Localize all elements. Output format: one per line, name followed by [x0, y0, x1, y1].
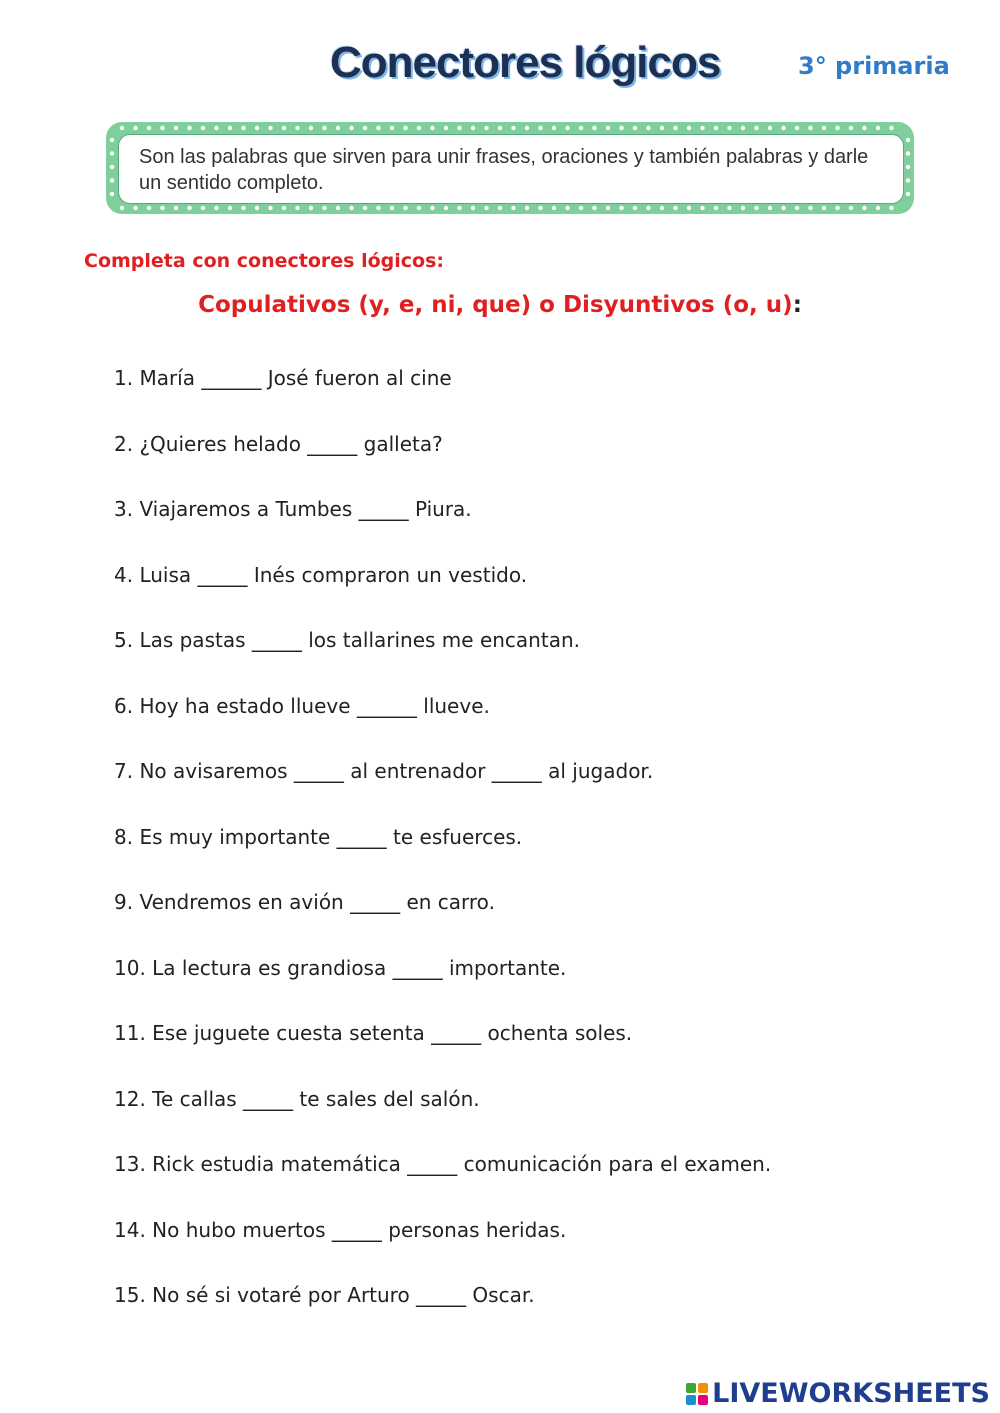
border-dot: [619, 126, 623, 130]
border-dot: [862, 206, 866, 210]
border-dot: [660, 206, 664, 210]
border-dot: [646, 206, 650, 210]
border-dot: [673, 206, 677, 210]
border-dot: [889, 126, 893, 130]
logo-square-blue: [686, 1395, 696, 1405]
border-dot: [110, 151, 114, 155]
border-dot: [835, 206, 839, 210]
border-dot: [906, 192, 910, 196]
border-dot: [147, 126, 151, 130]
border-dot: [498, 126, 502, 130]
liveworksheets-logo-icon: [686, 1383, 708, 1405]
border-dot: [457, 206, 461, 210]
border-dot: [592, 206, 596, 210]
border-dot: [444, 126, 448, 130]
border-dot: [228, 206, 232, 210]
exercise-list: [114, 362, 771, 1345]
border-dot: [906, 138, 910, 142]
border-dot: [390, 206, 394, 210]
border-dot: [110, 138, 114, 142]
definition-box: [106, 122, 914, 214]
liveworksheets-logo[interactable]: [686, 1378, 990, 1409]
border-dot: [727, 126, 731, 130]
border-dot: [403, 126, 407, 130]
border-dot: [808, 126, 812, 130]
border-dot: [349, 206, 353, 210]
exercise-item: 3. Viajaremos a Tumbes _____ Piura.: [114, 497, 472, 521]
connector-types-heading: [0, 292, 1000, 318]
border-dot: [781, 206, 785, 210]
border-dot: [781, 126, 785, 130]
exercise-item: 2. ¿Quieres helado _____ galleta?: [114, 431, 443, 456]
border-dot: [309, 126, 313, 130]
border-dot: [174, 126, 178, 130]
border-dot: [552, 126, 556, 130]
border-dot: [906, 151, 910, 155]
border-dot: [120, 206, 124, 210]
border-dot: [579, 126, 583, 130]
instruction-text: Completa con conectores lógicos:: [84, 250, 444, 272]
exercise-item: 5. Las pastas _____ los tallarines me encantan.: [114, 628, 580, 652]
border-dot: [201, 206, 205, 210]
border-dot: [498, 206, 502, 210]
border-dot: [457, 126, 461, 130]
border-dot: [906, 178, 910, 182]
border-dot: [110, 178, 114, 182]
border-dot: [110, 192, 114, 196]
border-dot: [768, 126, 772, 130]
border-dot: [565, 206, 569, 210]
border-dot: [511, 126, 515, 130]
border-dot: [349, 126, 353, 130]
border-dot: [295, 126, 299, 130]
border-dot: [768, 206, 772, 210]
border-dot: [876, 206, 880, 210]
border-dot: [430, 126, 434, 130]
exercise-item: 14. No hubo muertos _____ personas heridas.: [114, 1217, 567, 1242]
border-dot: [484, 126, 488, 130]
border-dot: [835, 126, 839, 130]
border-dot: [714, 206, 718, 210]
border-dot: [592, 126, 596, 130]
border-dot: [633, 206, 637, 210]
exercise-item: 1. María ______ José fueron al cine: [114, 366, 452, 390]
border-dot: [862, 126, 866, 130]
border-dot: [282, 126, 286, 130]
border-dot: [228, 126, 232, 130]
page-title: Conectores lógicos: [330, 38, 721, 87]
border-dot: [795, 126, 799, 130]
connector-types-text: Copulativos (y, e, ni, que) o Disyuntivos (o, u): [198, 292, 793, 318]
border-dot: [147, 206, 151, 210]
exercise-item: 15. No sé si votaré por Arturo _____ Oscar.: [114, 1283, 535, 1307]
connector-types-colon: :: [792, 292, 802, 318]
border-dot: [660, 126, 664, 130]
border-dot: [174, 206, 178, 210]
border-dot: [160, 206, 164, 210]
border-dot: [471, 126, 475, 130]
border-dot: [255, 126, 259, 130]
liveworksheets-brand-text: LIVEWORKSHEETS: [712, 1378, 990, 1409]
border-dot: [268, 206, 272, 210]
border-dot: [687, 126, 691, 130]
logo-square-green: [686, 1383, 696, 1393]
border-dot: [268, 126, 272, 130]
border-dot: [120, 126, 124, 130]
border-dot: [795, 206, 799, 210]
border-dot: [754, 126, 758, 130]
border-dot: [322, 206, 326, 210]
border-dot: [363, 126, 367, 130]
exercise-item: 8. Es muy importante _____ te esfuerces.: [114, 824, 523, 849]
border-dot: [255, 206, 259, 210]
border-dot: [552, 206, 556, 210]
border-dot: [538, 206, 542, 210]
border-dot: [606, 126, 610, 130]
exercise-item: 11. Ese juguete cuesta setenta _____ ochenta soles.: [114, 1021, 633, 1045]
border-dot: [309, 206, 313, 210]
definition-text: Son las palabras que sirven para unir frases, oraciones y también palabras y darle un sentido completo.: [139, 146, 869, 194]
logo-square-orange: [698, 1383, 708, 1393]
exercise-item: 12. Te callas _____ te sales del salón.: [114, 1086, 480, 1111]
exercise-item: 10. La lectura es grandiosa _____ importante.: [114, 955, 567, 980]
logo-square-pink: [698, 1395, 708, 1405]
border-dot: [336, 126, 340, 130]
border-dot: [282, 206, 286, 210]
border-dot: [808, 206, 812, 210]
border-dot: [187, 126, 191, 130]
exercise-item: 4. Luisa _____ Inés compraron un vestido.: [114, 562, 528, 587]
border-dot: [906, 165, 910, 169]
border-dot: [633, 126, 637, 130]
border-dot: [606, 206, 610, 210]
border-dot: [160, 126, 164, 130]
border-dot: [214, 206, 218, 210]
border-dot: [187, 206, 191, 210]
border-dot: [430, 206, 434, 210]
border-dot: [214, 126, 218, 130]
border-dot: [673, 126, 677, 130]
border-dot: [525, 206, 529, 210]
border-dot: [687, 206, 691, 210]
border-dot: [849, 126, 853, 130]
border-dot: [565, 126, 569, 130]
border-dot: [110, 165, 114, 169]
border-dot: [822, 126, 826, 130]
border-dot: [754, 206, 758, 210]
border-dot: [741, 126, 745, 130]
border-dot: [295, 206, 299, 210]
border-dot: [444, 206, 448, 210]
exercise-item: 6. Hoy ha estado llueve ______ llueve.: [114, 693, 490, 718]
border-dot: [619, 206, 623, 210]
border-dot: [700, 206, 704, 210]
border-dot: [336, 206, 340, 210]
border-dot: [579, 206, 583, 210]
border-dot: [241, 126, 245, 130]
border-dot: [133, 206, 137, 210]
exercise-item: 9. Vendremos en avión _____ en carro.: [114, 890, 495, 914]
border-dot: [700, 126, 704, 130]
border-dot: [376, 126, 380, 130]
border-dot: [727, 206, 731, 210]
border-dot: [376, 206, 380, 210]
border-dot: [417, 126, 421, 130]
border-dot: [201, 126, 205, 130]
border-dot: [471, 206, 475, 210]
border-dot: [525, 126, 529, 130]
exercise-item: 13. Rick estudia matemática _____ comunicación para el examen.: [114, 1152, 772, 1176]
border-dot: [741, 206, 745, 210]
border-dot: [322, 126, 326, 130]
border-dot: [714, 126, 718, 130]
border-dot: [241, 206, 245, 210]
border-dot: [849, 206, 853, 210]
border-dot: [390, 126, 394, 130]
grade-label: 3° primaria: [798, 52, 950, 80]
border-dot: [876, 126, 880, 130]
exercise-item: 7. No avisaremos _____ al entrenador _____ al jugador.: [114, 759, 654, 783]
border-dot: [417, 206, 421, 210]
border-dot: [646, 126, 650, 130]
border-dot: [822, 206, 826, 210]
border-dot: [511, 206, 515, 210]
definition-inner-panel: [118, 134, 904, 204]
border-dot: [133, 126, 137, 130]
border-dot: [363, 206, 367, 210]
border-dot: [538, 126, 542, 130]
border-dot: [889, 206, 893, 210]
border-dot: [484, 206, 488, 210]
border-dot: [403, 206, 407, 210]
